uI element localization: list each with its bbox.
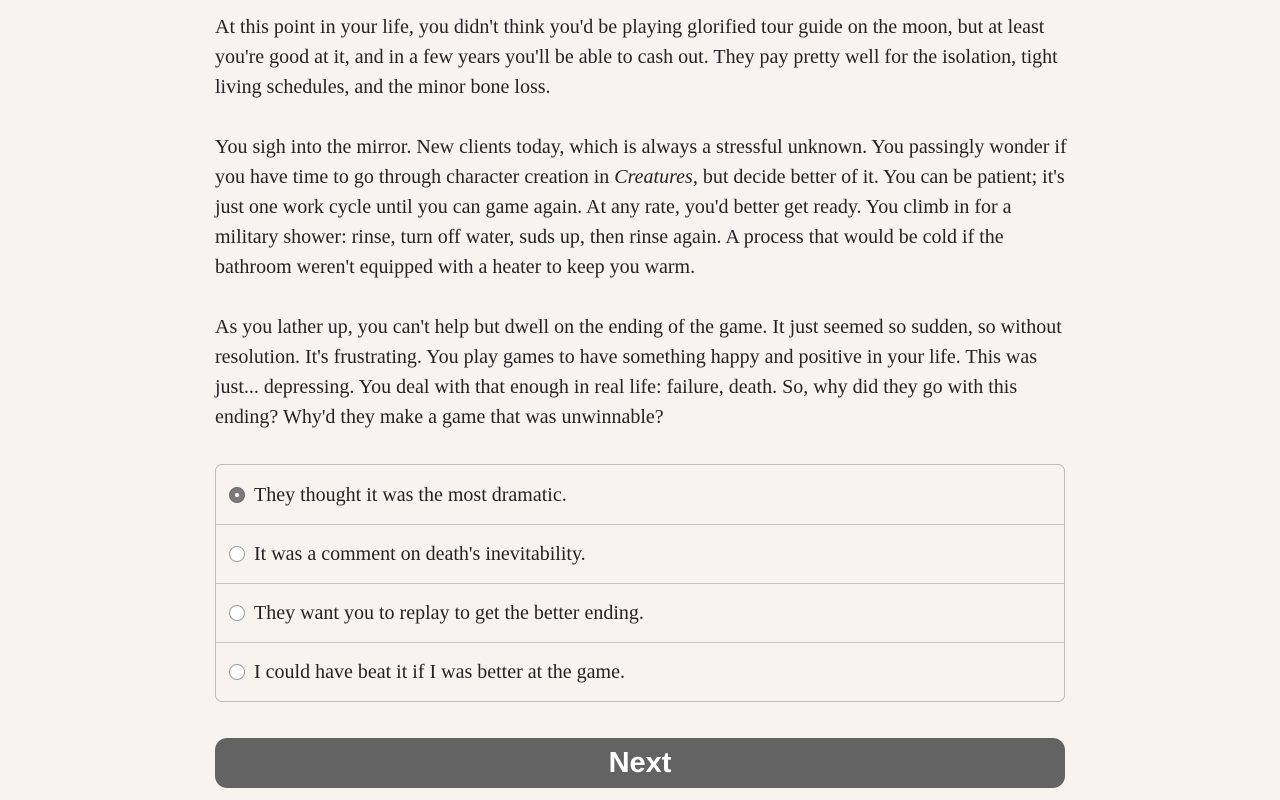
story-paragraph-3: As you lather up, you can't help but dwell on the ending of the game. It just seemed so sudden, so without resolution. It's frustrating. You play games to have something happy and positive in your life. This was just... depressing. You deal with that enough in real life: failure, death. So, why did they go with this ending? Why'd they make a game that was unwinnable? [215,316,1062,428]
choice-list [215,464,1065,702]
story-paragraph-1: At this point in your life, you didn't think you'd be playing glorified tour guide on the moon, but at least you're good at it, and in a few years you'll be able to cash out. They pay pretty well for the isolation, tight living schedules, and the minor bone loss. [215,16,1058,98]
story-paragraph-2-end: , but decide better of it. You can be patient; it's just one work cycle until you can game again. At any rate, you'd better get ready. You climb in for a military shower: rinse, turn off water, suds up, then rinse again. A process that would be cold if the bathroom weren't equipped with a heater to keep you warm. [215,166,1065,278]
choice-label: I could have beat it if I was better at the game. [254,661,625,683]
radio-unselected-icon[interactable] [229,664,245,680]
choice-option-2[interactable] [216,524,1064,583]
choice-option-4[interactable] [216,642,1064,701]
story-paragraph-2-start: You sigh into the mirror. New clients today, which is always a stressful unknown. You passingly wonder if you have time to go through character creation in [215,136,1067,188]
choice-label: It was a comment on death's inevitability. [254,543,586,565]
radio-unselected-icon[interactable] [229,546,245,562]
radio-selected-icon[interactable] [229,487,245,503]
choice-option-3[interactable] [216,583,1064,642]
game-title-creatures: Creatures [614,166,693,188]
next-button[interactable]: Next [215,738,1065,788]
choice-label: They want you to replay to get the better ending. [254,602,644,624]
choice-option-1[interactable] [216,465,1064,524]
choice-label: They thought it was the most dramatic. [254,483,567,506]
story-paragraph-2 [215,132,1075,282]
radio-unselected-icon[interactable] [229,605,245,621]
story-text [215,12,1075,462]
